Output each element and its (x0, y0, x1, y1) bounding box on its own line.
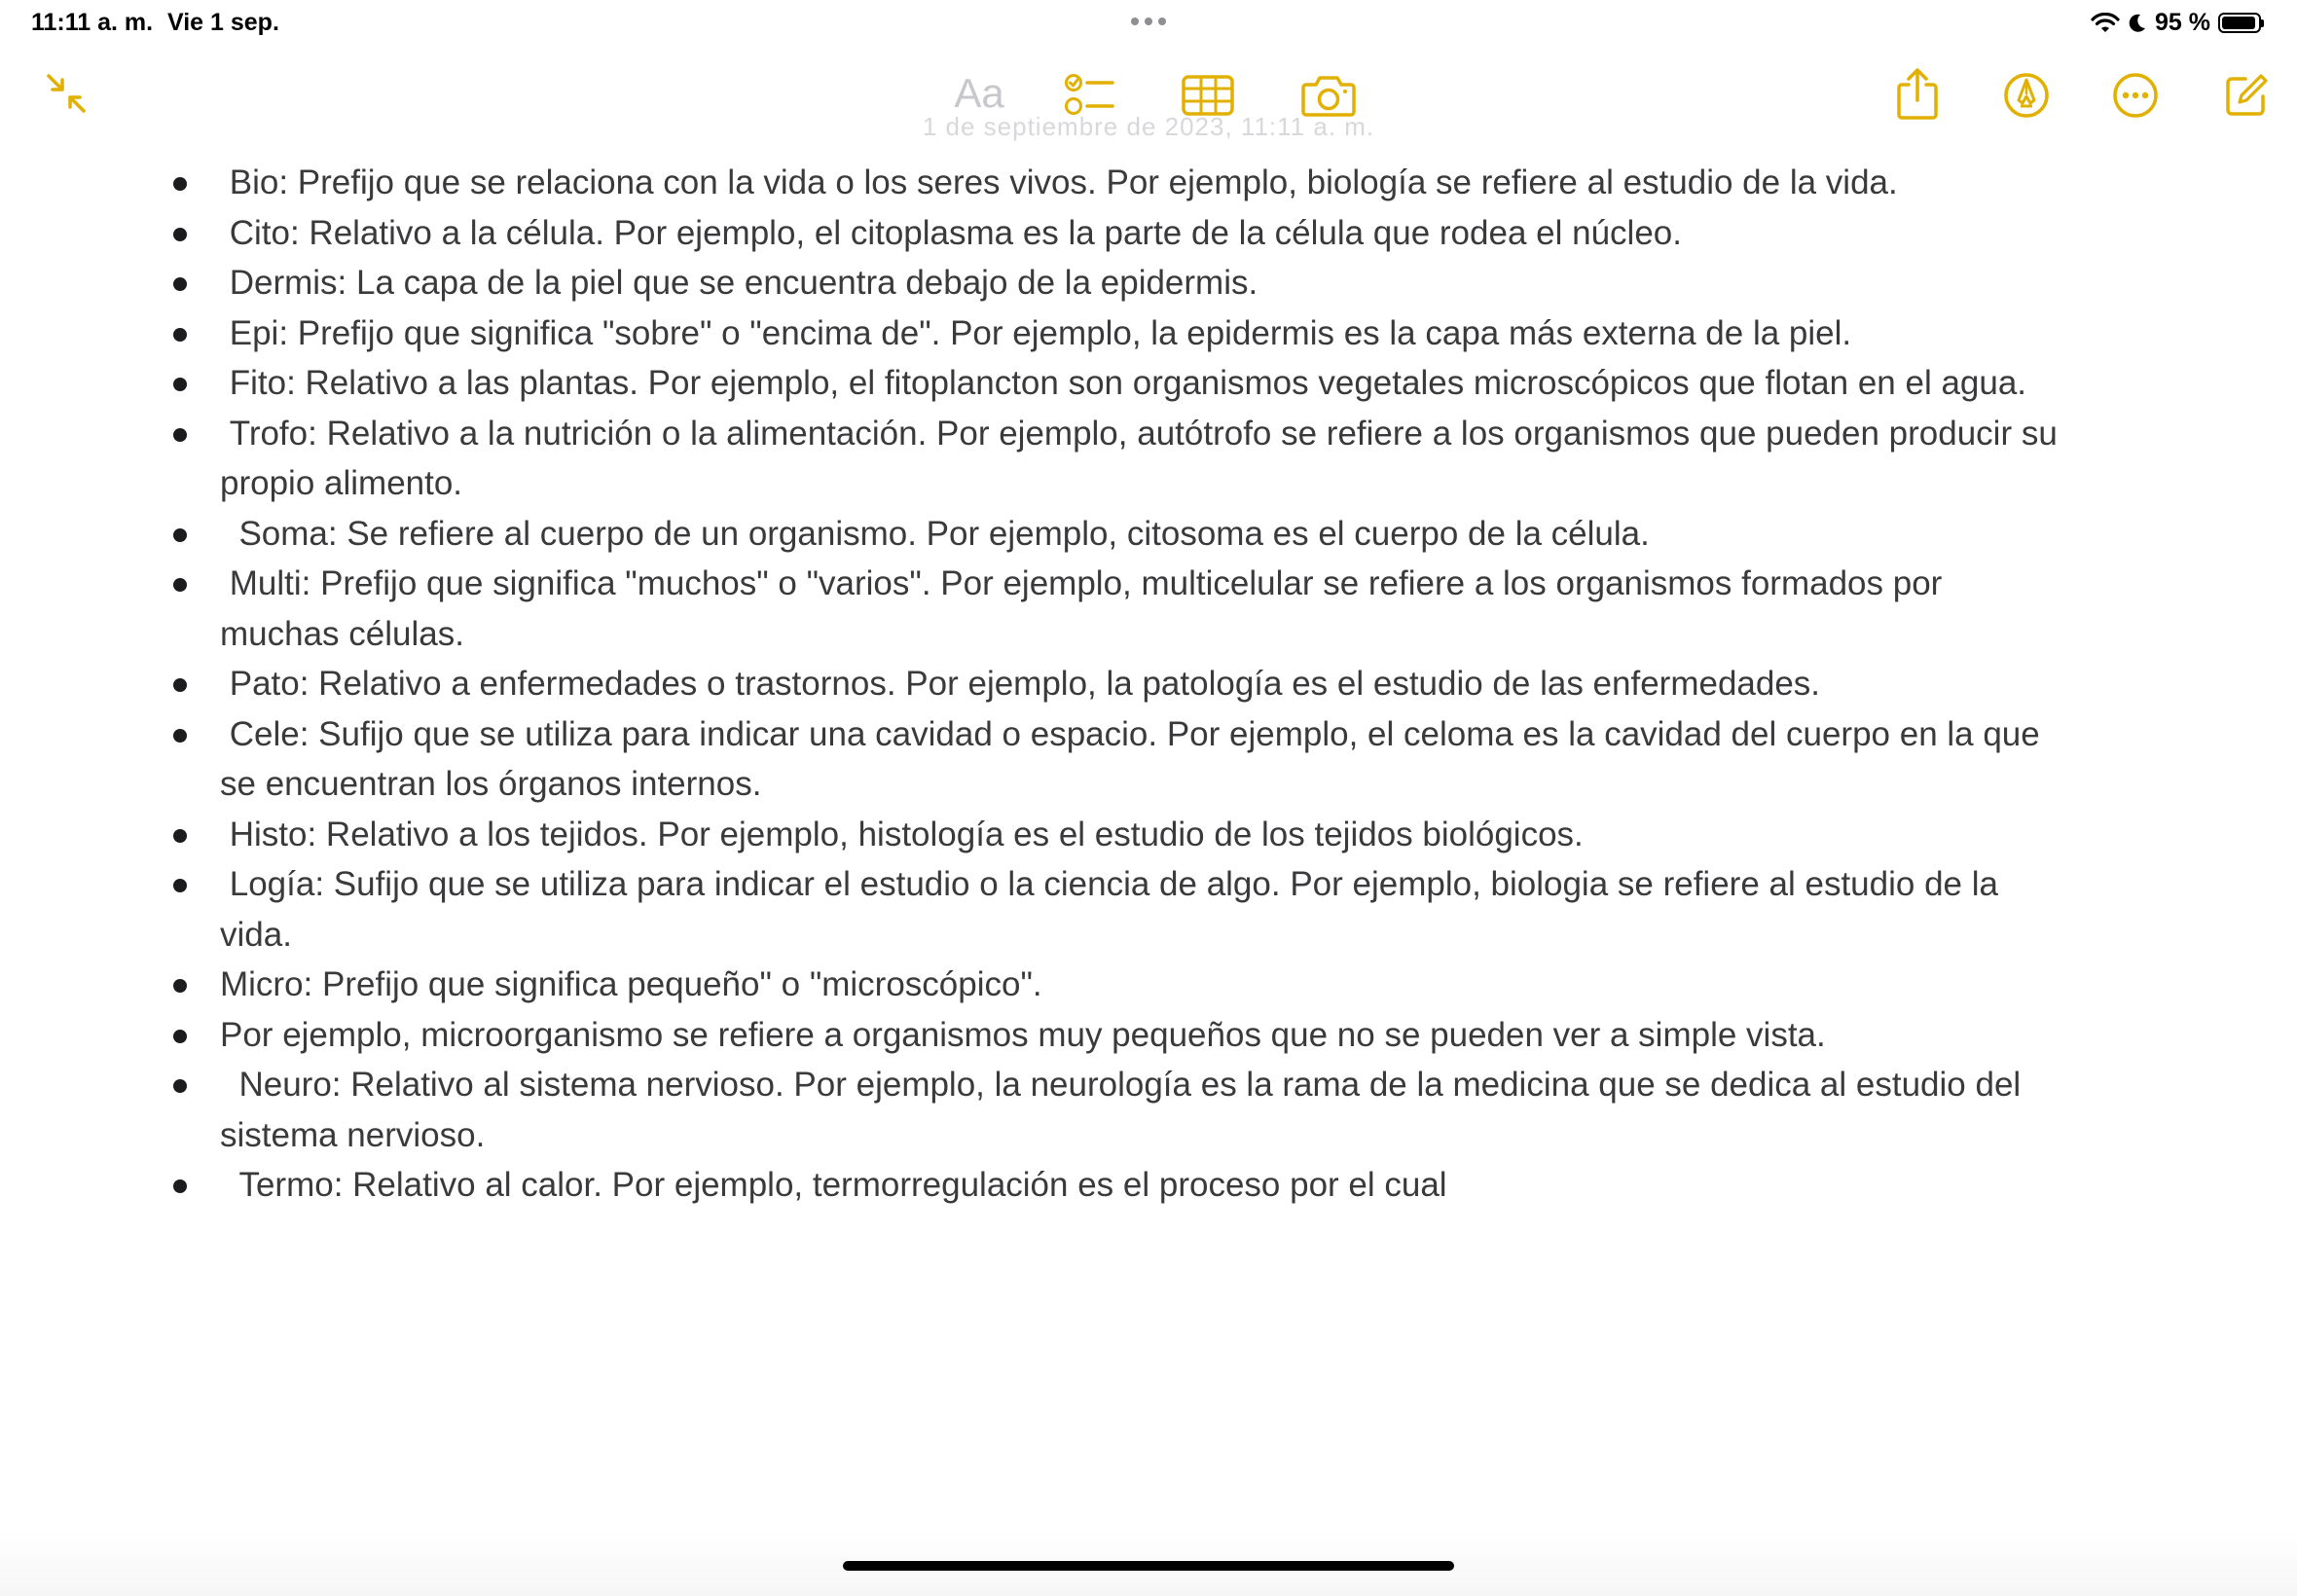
note-body[interactable] (165, 158, 2067, 1211)
list-item[interactable] (165, 1010, 2069, 1061)
list-item-text: Pato: Relativo a enfermedades o trastornos. Por ejemplo, la patología es el estudio de las enfermedades. (220, 665, 1821, 703)
bullet-icon (173, 528, 187, 542)
list-item-text: Multi: Prefijo que significa "muchos" o "varios". Por ejemplo, multicelular se refiere a los organismos formados por muchas células. (220, 564, 1952, 653)
bullet-icon (173, 879, 187, 892)
multitask-dot-icon (1158, 18, 1166, 25)
list-item[interactable] (165, 960, 2069, 1010)
moon-icon (2128, 13, 2147, 34)
list-item-text: Dermis: La capa de la piel que se encuentra debajo de la epidermis. (220, 264, 1258, 302)
multitask-dot-icon (1145, 18, 1152, 25)
list-item-text: Histo: Relativo a los tejidos. Por ejemplo, histología es el estudio de los tejidos biológicos. (220, 815, 1584, 853)
bullet-icon (173, 428, 187, 442)
status-time: 11:11 a. m. (31, 9, 154, 36)
list-item-text: Epi: Prefijo que significa "sobre" o "encima de". Por ejemplo, la epidermis es la capa más externa de la piel. (220, 313, 1852, 352)
bullet-icon (173, 979, 187, 993)
list-item[interactable] (165, 509, 2069, 560)
bullet-icon (173, 378, 187, 391)
list-item[interactable] (165, 559, 2069, 659)
table-icon (1181, 74, 1235, 117)
battery-icon (2218, 13, 2264, 33)
list-item-text: Logía: Sufijo que se utiliza para indicar el estudio o la ciencia de algo. Por ejemplo, biologia se refiere al estudio de la vida. (220, 865, 2008, 954)
list-item[interactable] (165, 659, 2069, 709)
list-item-text: Termo: Relativo al calor. Por ejemplo, termorregulación es el proceso por el cual (220, 1166, 1447, 1204)
bullet-list (165, 158, 2067, 1211)
list-item[interactable] (165, 1060, 2069, 1160)
list-item[interactable] (165, 409, 2069, 509)
bullet-icon (173, 829, 187, 843)
home-indicator[interactable] (843, 1561, 1454, 1571)
bullet-icon (173, 1030, 187, 1043)
list-item-text: Micro: Prefijo que significa pequeño" o "microscópico". (220, 965, 1042, 1003)
list-item[interactable] (165, 308, 2069, 359)
status-indicators (2091, 9, 2264, 37)
bullet-icon (173, 678, 187, 692)
bullet-icon (173, 1079, 187, 1093)
note-date-header: 1 de septiembre de 2023, 11:11 a. m. (922, 112, 1375, 141)
bullet-icon (173, 578, 187, 592)
status-bar (0, 0, 2297, 47)
list-item[interactable] (165, 859, 2069, 960)
list-item-text: Fito: Relativo a las plantas. Por ejemplo, el fitoplancton son organismos vegetales microscópicos que flotan en el agua. (220, 364, 2027, 402)
bullet-icon (173, 1179, 187, 1193)
list-item-text: Neuro: Relativo al sistema nervioso. Por ejemplo, la neurología es la rama de la medicina que se dedica al estudio del sistema nervioso. (220, 1066, 2030, 1154)
wifi-icon (2091, 13, 2120, 34)
status-date: Vie 1 sep. (167, 9, 279, 36)
bullet-icon (173, 177, 187, 191)
bullet-icon (173, 228, 187, 241)
text-format-button[interactable]: Aa (954, 70, 1004, 116)
list-item-text: Bio: Prefijo que se relaciona con la vida o los seres vivos. Por ejemplo, biología se refiere al estudio de la vida. (220, 163, 1898, 201)
battery-percentage: 95 % (2155, 9, 2210, 36)
list-item[interactable] (165, 810, 2069, 860)
list-item-text: Cele: Sufijo que se utiliza para indicar una cavidad o espacio. Por ejemplo, el celoma es la cavidad del cuerpo en la que se encuentran los órganos internos. (220, 714, 2050, 803)
list-item[interactable] (165, 208, 2069, 259)
list-item-text: Cito: Relativo a la célula. Por ejemplo, el citoplasma es la parte de la célula que rodea el núcleo. (220, 213, 1682, 252)
bullet-icon (173, 328, 187, 342)
bullet-icon (173, 277, 187, 291)
multitask-dot-icon (1131, 18, 1139, 25)
list-item-text: Por ejemplo, microorganismo se refiere a organismos muy pequeños que no se pueden ver a simple vista. (220, 1015, 1826, 1054)
collapse-arrows-icon (43, 70, 90, 117)
list-item[interactable] (165, 358, 2069, 409)
list-item-text: Trofo: Relativo a la nutrición o la alimentación. Por ejemplo, autótrofo se refiere a los organismos que pueden producir su propio alimento. (220, 414, 2067, 502)
list-item[interactable] (165, 709, 2069, 810)
list-item[interactable] (165, 158, 2069, 208)
list-item[interactable] (165, 1160, 2069, 1211)
list-item-text: Soma: Se refiere al cuerpo de un organismo. Por ejemplo, citosoma es el cuerpo de la célula. (220, 514, 1650, 553)
bullet-icon (173, 729, 187, 743)
list-item[interactable] (165, 258, 2069, 308)
multitasking-menu[interactable] (1131, 18, 1166, 25)
